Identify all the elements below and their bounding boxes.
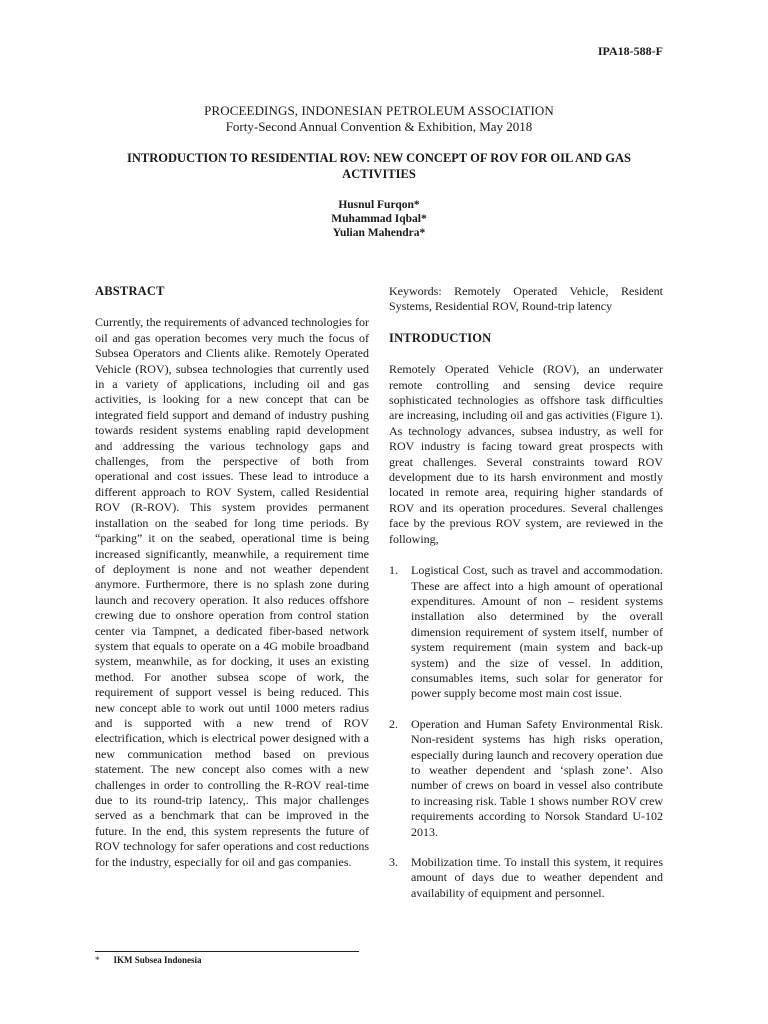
list-item: [389, 855, 663, 901]
paper-id: IPA18-588-F: [597, 44, 663, 58]
list-item: [389, 717, 663, 840]
list-item-text: Mobilization time. To install this system, it requires amount of days due to weather dependent and availability of equipment and personnel.: [411, 855, 663, 900]
author-name: Muhammad Iqbal*: [331, 213, 427, 225]
abstract-text: Currently, the requirements of advanced technologies for oil and gas operation becomes very much the focus of Subsea Operators and Clients alike. Remotely Operated Vehicle (ROV), subsea technologies that currently used in a variety of applications, including oil and gas activities, is looking for a new concept that can be integrated field support and demand of industry pushing towards resident systems enabling rapid development and addressing the various technology gaps and challenges, from the perspective of both from operational and cost issues. These lead to introduce a different approach to ROV System, called Residential ROV (R-ROV). This system provides permanent installation on the seabed for long time periods. By “parking” it on the seabed, operational time is being increased significantly, meanwhile, a requirement time of deployment is none and not weather dependent anymore. Furthermore, there is no splash zone during launch and recovery operation. It also reduces offshore crewing due to onshore operation from control station center via Tampnet, a dedicated fiber-based network system that equals to operate on a 4G mobile broadband system, meanwhile, as for docking, it uses an existing method. For another subsea scope of work, the requirement of support vessel is being reduced. This new concept able to work out until 1000 meters radius and is supported with a new trend of ROV electrification, which is electrical power designed with a new communication method based on previous statement. The new concept also comes with a new challenges in order to controlling the R-ROV real-time due to its round-trip latency,. This major challenges served as a benchmark that can be improved in the future. In the end, this system represents the future of ROV technology for safer operations and cost reductions for the industry, especially for oil and gas companies.: [95, 315, 369, 869]
introduction-text: Remotely Operated Vehicle (ROV), an underwater remote controlling and sensing device require sophisticated technologies as offshore task difficulties are increasing, including oil and gas activities (Figure 1). As technology advances, subsea industry, as well for ROV industry is facing toward great prospects with great challenges. Several constraints toward ROV development due to its harsh environment and mostly located in remote area, requiring higher standards of ROV and its operation procedures. Several challenges face by the previous ROV system, are reviewed in the following,: [389, 362, 663, 546]
list-item-text: Operation and Human Safety Environmental Risk. Non-resident systems has high risks operation, especially during launch and recovery operation due to weather dependent and ‘splash zone’. Also number of crews on board in vessel also contribute to increasing risk. Table 1 shows number ROV crew requirements according to Norsok Standard U-102 2013.: [411, 716, 663, 839]
conference-name: Forty-Second Annual Convention & Exhibition, May 2018: [225, 119, 533, 134]
paper-title: INTRODUCTION TO RESIDENTIAL ROV: NEW CONCEPT OF ROV FOR OIL AND GAS ACTIVITIES: [127, 151, 631, 181]
list-item-number: 1.: [389, 563, 398, 578]
footnote-text: IKM Subsea Indonesia: [113, 955, 202, 965]
footnote-mark: *: [95, 955, 100, 965]
author-name: Husnul Furqon*: [338, 199, 420, 211]
left-column: [95, 284, 369, 870]
footnote-divider: [95, 951, 359, 952]
footnote: [95, 955, 202, 965]
proceedings-name: PROCEEDINGS, INDONESIAN PETROLEUM ASSOCIATION: [204, 103, 554, 118]
abstract-heading: ABSTRACT: [95, 284, 165, 298]
list-item-number: 3.: [389, 855, 398, 869]
author-list: [95, 198, 663, 240]
author-name: Yulian Mahendra*: [332, 227, 426, 239]
challenge-list: [389, 563, 663, 901]
paper-header: [95, 103, 663, 240]
introduction-heading: INTRODUCTION: [389, 330, 492, 345]
list-item-text: Logistical Cost, such as travel and accommodation. These are affect into a high amount of operational expenditures. Amount of non – resident systems installation also determined by the overall dimension requirement of system itself, number of system requirement (main system and back-up system) and the size of vessel. In addition, consumables items, such solar for generator for power supply become most main cost issue.: [411, 563, 663, 701]
keywords: Keywords: Remotely Operated Vehicle, Resident Systems, Residential ROV, Round-trip latency: [389, 284, 663, 314]
right-column: [389, 284, 663, 916]
list-item-number: 2.: [389, 716, 398, 731]
list-item: [389, 563, 663, 702]
